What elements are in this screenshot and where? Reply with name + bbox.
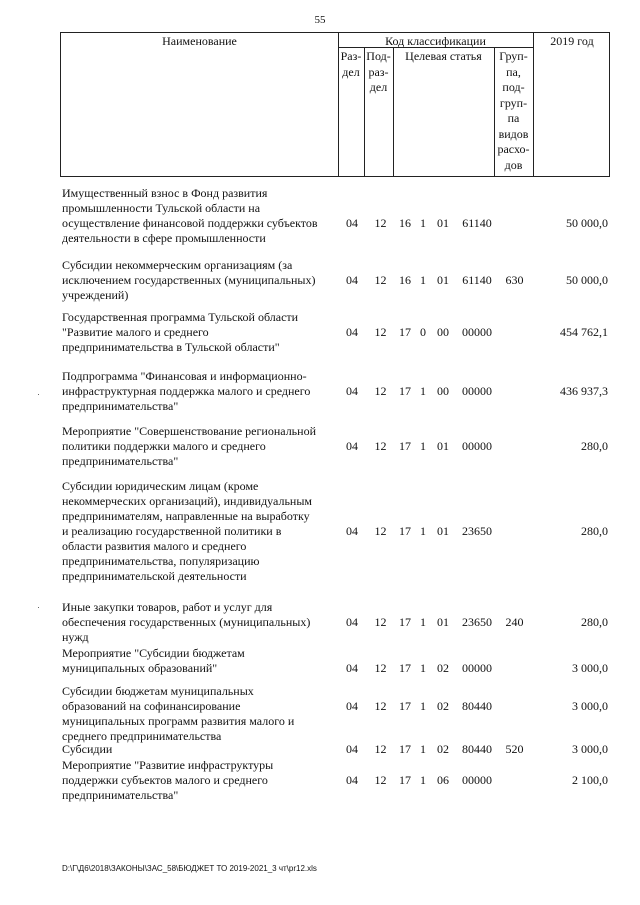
row-code-pr: 12 [374,773,387,787]
row-code-t4: 61140 [462,216,492,230]
row-name-line: Мероприятие "Совершенствование региональной [62,424,316,438]
row-name-line: обеспечения государственных (муниципальных) [62,615,311,629]
row-code-t4: 00000 [462,661,492,675]
row-code-t2: 1 [420,661,426,675]
row-code-t2: 1 [420,216,426,230]
row-code-t3: 00 [437,325,449,339]
row-code-r: 04 [346,273,358,287]
row-amount: 3 000,0 [572,742,608,756]
row-name [62,742,337,757]
row-code-t2: 1 [420,773,426,787]
row-name-line: муниципальных программ развития малого и [62,714,295,728]
row-name-line: некоммерческих организаций), индивидуальным [62,494,312,508]
row-name-line: и реализацию государственной политики в [62,524,282,538]
row-code-t1: 16 [399,216,411,230]
row-name-line: Подпрограмма "Финансовая и информационно- [62,369,307,383]
row-code-t4: 00000 [462,384,492,398]
header-group-line: па [507,111,520,125]
row-name-line: предпринимательской деятельности [62,569,247,583]
row-code-t4: 00000 [462,325,492,339]
row-name-line: промышленности Тульской области на [62,201,261,215]
row-code-t4: 80440 [462,699,492,713]
row-code-t2: 1 [420,615,426,629]
row-code-t2: 1 [420,699,426,713]
row-amount: 50 000,0 [566,216,608,230]
row-code-t2: 1 [420,439,426,453]
row-name-line: политики поддержки малого и среднего [62,439,266,453]
row-code-r: 04 [346,524,358,538]
row-name-line: деятельности в сфере промышленности [62,231,266,245]
row-amount: 436 937,3 [560,384,608,398]
row-name-line: среднего предпринимательства [62,729,222,743]
row-code-t4: 23650 [462,615,492,629]
row-code-r: 04 [346,325,358,339]
row-code-t1: 17 [399,325,411,339]
row-name-line: учреждений) [62,288,129,302]
row-code-t1: 17 [399,699,411,713]
row-code-pr: 12 [374,742,387,756]
row-code-vr: 630 [505,273,524,287]
row-code-t3: 02 [437,699,449,713]
row-code-t3: 01 [437,273,449,287]
table-header [60,32,610,177]
header-razdel-line: Раз- [340,49,362,63]
row-code-pr: 12 [374,699,387,713]
row-name-line: Имущественный взнос в Фонд развития [62,186,268,200]
row-code-t4: 00000 [462,439,492,453]
row-name-line: "Развитие малого и среднего [62,325,209,339]
header-target: Целевая статья [405,49,482,63]
header-group-line: па, [506,64,521,79]
row-name-line: Субсидии юридическим лицам (кроме [62,479,259,493]
row-code-t1: 17 [399,524,411,538]
row-name-line: образований на софинансирование [62,699,241,713]
row-amount: 280,0 [581,615,608,629]
row-code-t4: 80440 [462,742,492,756]
header-group-line: под- [502,80,525,94]
row-code-r: 04 [346,742,358,756]
row-name [62,258,337,303]
row-code-t4: 23650 [462,524,492,538]
header-year: 2019 год [550,34,594,48]
row-code-pr: 12 [374,273,387,287]
row-code-t2: 1 [420,742,426,756]
row-name-line: области развития малого и среднего [62,539,247,553]
scan-speck [38,607,39,608]
row-name-line: предпринимательства, популяризацию [62,554,260,568]
row-amount: 2 100,0 [572,773,608,787]
row-code-r: 04 [346,384,358,398]
header-group-line: расхо- [497,142,530,156]
row-name-line: предпринимательства" [62,788,179,802]
row-amount: 280,0 [581,524,608,538]
header-razdel [338,49,364,80]
row-name-line: Государственная программа Тульской области [62,310,299,324]
row-code-t3: 00 [437,384,449,398]
row-code-pr: 12 [374,524,387,538]
row-name [62,684,337,744]
row-name-line: Субсидии бюджетам муниципальных [62,684,254,698]
row-amount: 454 762,1 [560,325,608,339]
row-name-line: предпринимательства" [62,399,179,413]
row-code-t1: 17 [399,661,411,675]
row-code-t3: 01 [437,216,449,230]
row-code-t1: 17 [399,773,411,787]
row-name [62,186,337,246]
row-code-t1: 17 [399,615,411,629]
row-code-r: 04 [346,661,358,675]
divider [533,33,534,176]
scan-speck [38,394,39,395]
row-name-line: Субсидии [62,742,113,756]
header-group-line: видов [498,126,529,141]
header-razdel-line: дел [342,64,360,79]
row-amount: 50 000,0 [566,273,608,287]
row-name [62,424,337,469]
row-name [62,646,337,676]
row-code-r: 04 [346,216,358,230]
row-amount: 280,0 [581,439,608,453]
divider [393,47,394,176]
row-name-line: поддержки субъектов малого и среднего [62,773,268,787]
header-name: Наименование [162,34,237,48]
row-name-line: Мероприятие "Субсидии бюджетам [62,646,245,660]
row-code-t4: 61140 [462,273,492,287]
row-code-pr: 12 [374,615,387,629]
row-name-line: осуществление финансовой поддержки субъектов [62,216,318,230]
header-group-line: груп- [499,95,528,110]
row-code-pr: 12 [374,439,387,453]
row-code-t1: 16 [399,273,411,287]
row-code-t4: 00000 [462,773,492,787]
row-code-t3: 02 [437,742,449,756]
header-group-line: дов [504,157,523,172]
row-code-pr: 12 [374,325,387,339]
header-podrazdel [364,49,393,96]
row-code-t1: 17 [399,384,411,398]
row-code-t1: 17 [399,742,411,756]
file-path-footer: D:\Г\Д6\2018\ЗАКОНЫ\ЗАС_58\БЮДЖЕТ ТО 2019-2021_3 чт\pr12.xls [62,864,317,873]
row-name [62,310,337,355]
row-code-pr: 12 [374,216,387,230]
row-code-t3: 01 [437,524,449,538]
header-podrazdel-line: дел [369,80,388,94]
row-code-r: 04 [346,773,358,787]
row-name [62,600,337,645]
row-name-line: инфраструктурная поддержка малого и среднего [62,384,311,398]
header-podrazdel-line: Под- [366,49,391,63]
page-number: 55 [314,14,326,26]
row-code-r: 04 [346,699,358,713]
row-name-line: Мероприятие "Развитие инфраструктуры [62,758,274,772]
row-name-line: Субсидии некоммерческим организациям (за [62,258,293,272]
header-code-group: Код классификации [385,34,486,48]
header-podrazdel-line: раз- [368,64,389,79]
header-group-line: Груп- [499,49,528,63]
row-code-t2: 1 [420,273,426,287]
row-code-t2: 0 [420,325,426,339]
row-code-t3: 01 [437,439,449,453]
row-code-t2: 1 [420,384,426,398]
row-name-line: исключением государственных (муниципальных) [62,273,316,287]
row-name-line: нужд [62,630,89,644]
row-amount: 3 000,0 [572,699,608,713]
row-code-t2: 1 [420,524,426,538]
row-name-line: предпринимательства в Тульской области" [62,340,280,354]
row-name-line: предпринимательства" [62,454,179,468]
row-name [62,758,337,803]
row-code-r: 04 [346,615,358,629]
row-name-line: предпринимателям, направленные на выработку [62,509,310,523]
row-code-pr: 12 [374,661,387,675]
row-code-t3: 01 [437,615,449,629]
row-name [62,479,337,584]
header-group [494,49,533,173]
row-code-pr: 12 [374,384,387,398]
row-code-r: 04 [346,439,358,453]
row-name-line: Иные закупки товаров, работ и услуг для [62,600,273,614]
row-code-vr: 240 [505,615,524,629]
row-code-vr: 520 [505,742,524,756]
row-amount: 3 000,0 [572,661,608,675]
row-name-line: муниципальных образований" [62,661,218,675]
row-code-t3: 02 [437,661,449,675]
row-name [62,369,337,414]
row-code-t3: 06 [437,773,449,787]
row-code-t1: 17 [399,439,411,453]
